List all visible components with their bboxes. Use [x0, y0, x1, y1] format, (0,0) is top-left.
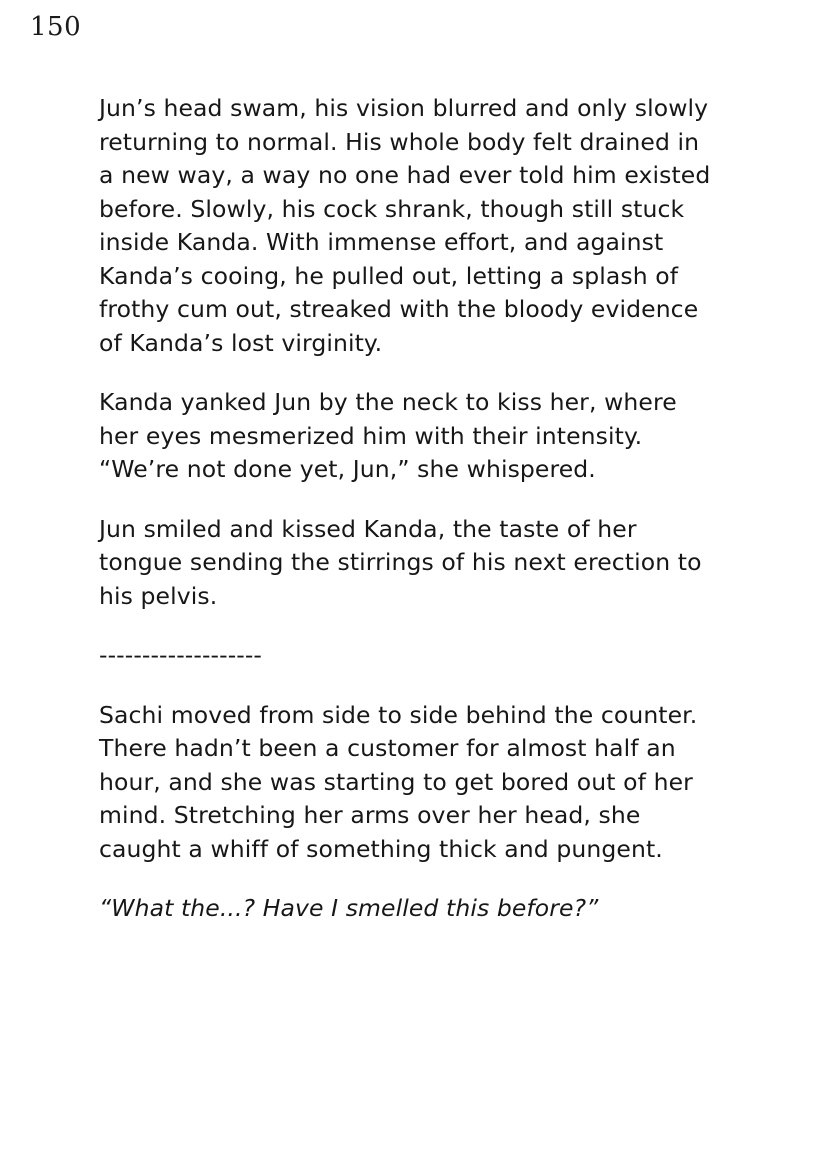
- paragraph: Sachi moved from side to side behind the counter. There hadn’t been a customer for almost half an hour, and she was starting to get bored out of her mind. Stretching her arms over her head, she caught a whiff of something thick and pungent.: [99, 700, 698, 863]
- paragraph-italic-thought: “What the...? Have I smelled this before?”: [99, 894, 599, 922]
- paragraph: Kanda yanked Jun by the neck to kiss her, where her eyes mesmerized him with their intensity. “We’re not done yet, Jun,” she whispered.: [99, 388, 677, 483]
- paragraph: Jun smiled and kissed Kanda, the taste of her tongue sending the stirrings of his next erection to his pelvis.: [99, 514, 702, 610]
- scene-break-divider: -------------------: [99, 641, 263, 669]
- page-number: 150: [30, 12, 82, 42]
- paragraph: Jun’s head swam, his vision blurred and only slowly returning to normal. His whole body felt drained in a new way, a way no one had ever told him existed before. Slowly, his cock shrank, though still stuck inside Kanda. With immense effort, and against Kanda’s cooing, he pulled out, letting a splash of frothy cum out, streaked with the bloody evidence of Kanda’s lost virginity.: [99, 94, 711, 357]
- page-body-text: [99, 92, 719, 926]
